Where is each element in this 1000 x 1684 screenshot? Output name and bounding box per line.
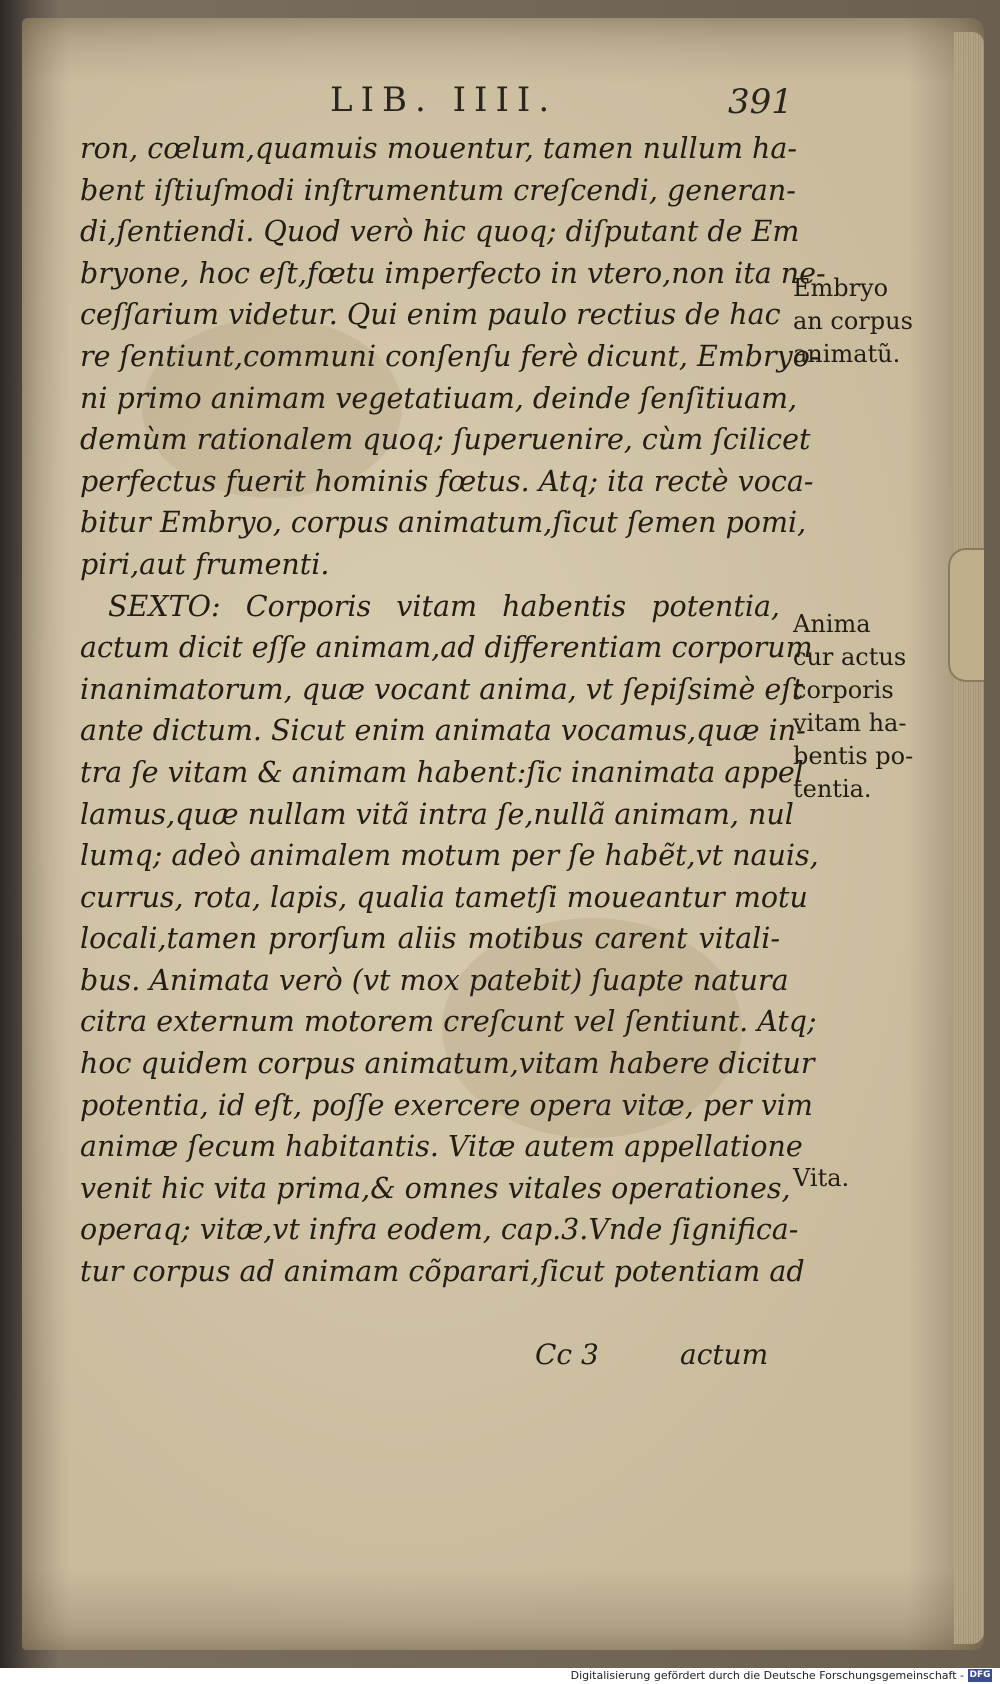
main-text-block — [80, 128, 826, 1293]
text-line: operaq; vitæ,vt infra eodem, cap.3.Vnde ſignifica- — [80, 1213, 799, 1247]
marginal-note-vita — [793, 1162, 849, 1195]
marginal-note-embryo — [793, 272, 913, 371]
text-line: potentia, id eſt, poſſe exercere opera vitæ, per vim — [80, 1088, 813, 1122]
marginal-line: bentis po- — [793, 742, 914, 770]
text-line: demùm rationalem quoq; ſuperuenire, cùm ſcilicet — [80, 423, 811, 457]
marginal-line: vitam ha- — [793, 709, 907, 737]
text-line: tra ſe vitam & animam habent:ſic inanimata appel — [80, 755, 804, 789]
text-line: bus. Animata verò (vt mox patebit) ſuapte natura — [80, 963, 789, 997]
text-line: ceſſarium videtur. Qui enim paulo rectius de hac — [80, 298, 781, 332]
running-head: LIB. IIII. — [330, 80, 558, 120]
text-line: tur corpus ad animam cõparari,ſicut potentiam ad — [80, 1255, 805, 1289]
marginal-line: Anima — [793, 610, 871, 638]
text-line: bent iſtiuſmodi inſtrumentum creſcendi, generan- — [80, 173, 796, 207]
text-line: di,ſentiendi. Quod verò hic quoq; diſputant de Em — [80, 215, 800, 249]
page-fore-edge — [954, 32, 984, 1644]
marginal-line: an corpus — [793, 307, 913, 335]
text-line: locali,tamen prorſum aliis motibus carent vitali- — [80, 922, 780, 956]
text-line: ni primo animam vegetatiuam, deinde ſenſitiuam, — [80, 381, 798, 415]
text-line: animæ ſecum habitantis. Vitæ autem appellatione — [80, 1130, 803, 1164]
text-line: bitur Embryo, corpus animatum,ſicut ſemen pomi, — [80, 506, 807, 540]
text-line: re ſentiunt,communi conſenſu ferè dicunt, Embryo- — [80, 339, 820, 373]
text-line: venit hic vita prima,& omnes vitales operationes, — [80, 1171, 791, 1205]
text-line: bryone, hoc eſt,fœtu imperfecto in vtero,non ita ne- — [80, 256, 826, 290]
text-line: lumq; adeò animalem motum per ſe habẽt,vt nauis, — [80, 839, 819, 873]
text-line: actum dicit eſſe animam,ad differentiam corporum — [80, 631, 813, 665]
text-line: ante dictum. Sicut enim animata vocamus,quæ in- — [80, 714, 806, 748]
text-line: perfectus fuerit hominis fœtus. Atq; ita rectè voca- — [80, 464, 814, 498]
page-number: 391 — [728, 82, 793, 122]
marginal-line: Vita. — [793, 1164, 850, 1192]
dfg-logo: DFG — [969, 1670, 991, 1680]
marginal-line: corporis — [793, 676, 894, 704]
marginal-line: animatũ. — [793, 340, 901, 368]
text-line: ron, cœlum,quamuis mouentur, tamen nullum ha- — [80, 132, 798, 165]
signature-mark: Cc 3 — [535, 1338, 599, 1371]
page-tab-marker — [948, 548, 984, 682]
text-line: lamus,quæ nullam vitã intra ſe,nullã animam, nul — [80, 797, 794, 831]
text-line: piri,aut frumenti. — [80, 547, 330, 581]
text-line: citra externum motorem creſcunt vel ſentiunt. Atq; — [80, 1005, 817, 1039]
marginal-line: tentia. — [793, 775, 872, 803]
text-line-paragraph-start: SEXTO: Corporis vitam habentis potentia, — [108, 589, 780, 623]
text-line: currus, rota, lapis, qualia tametſi moueantur motu — [80, 880, 808, 914]
marginal-note-anima — [793, 608, 913, 806]
catchword: actum — [680, 1338, 769, 1371]
footer-credit: Digitalisierung gefördert durch die Deutsche Forschungsgemeinschaft - — [570, 1669, 964, 1682]
marginal-line: cur actus — [793, 643, 907, 671]
text-line: hoc quidem corpus animatum,vitam habere dicitur — [80, 1047, 815, 1081]
text-line: inanimatorum, quæ vocant anima, vt ſepiſsimè eſt — [80, 672, 804, 706]
marginal-line: Embryo — [793, 274, 889, 302]
